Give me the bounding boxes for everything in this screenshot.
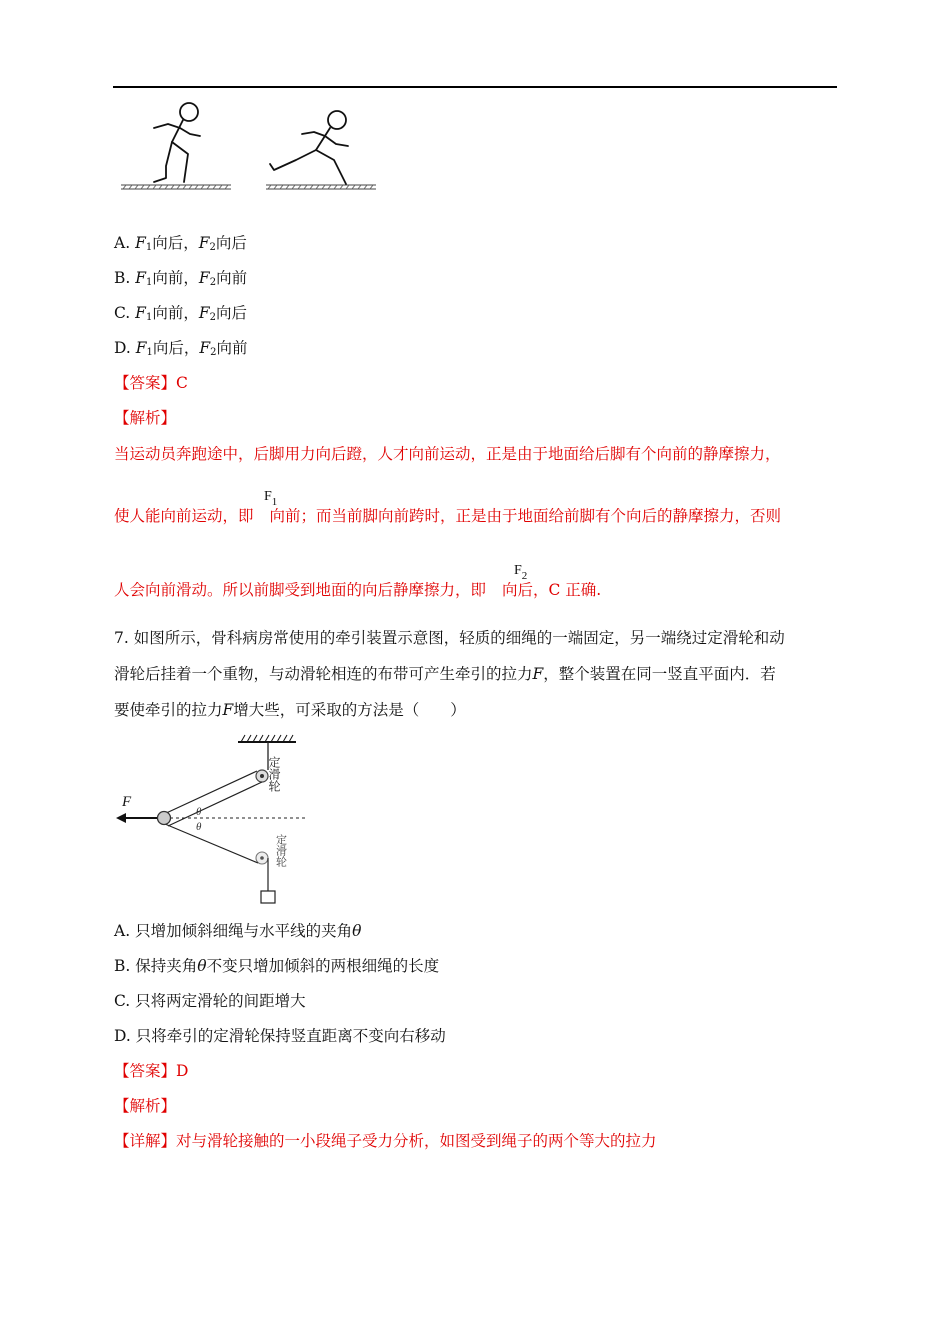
option-b: B. $F_1$向前，$F_2$向前 bbox=[114, 269, 248, 288]
q7-answer-line: 【答案】D bbox=[114, 1062, 189, 1080]
runner-left bbox=[154, 103, 200, 182]
analysis-line-1: 当运动员奔跑途中，后脚用力向后蹬，人才向前运动，正是由于地面给后脚有个向前的静摩擦力， bbox=[114, 445, 781, 463]
q7-option-d: D. 只将牵引的定滑轮保持竖直距离不变向右移动 bbox=[114, 1027, 446, 1045]
movable-pulley bbox=[158, 812, 171, 825]
q7-stem-line-3: 要使牵引的拉力F增大些，可采取的方法是（ ） bbox=[114, 701, 466, 719]
theta-label-upper: θ bbox=[196, 806, 202, 818]
slanted-ropes bbox=[162, 771, 262, 863]
analysis-line-2: 使人能向前运动，即 向前；而当前脚向前跨时，正是由于地面给前脚有个向后的静摩擦力，否则 bbox=[114, 507, 782, 525]
weight-block bbox=[261, 891, 275, 903]
q7-option-a: A. 只增加倾斜细绳与水平线的夹角θ bbox=[114, 922, 362, 940]
ground-right-hatch bbox=[268, 185, 373, 189]
theta-label-lower: θ bbox=[196, 821, 202, 833]
ceiling bbox=[238, 735, 296, 742]
upper-pulley-axle bbox=[260, 774, 264, 778]
option-c: C. $F_1$向前，$F_2$向后 bbox=[114, 304, 247, 323]
q7-option-c: C. 只将两定滑轮的间距增大 bbox=[114, 992, 306, 1010]
ground-left-hatch bbox=[123, 185, 228, 189]
f1-symbol: $F_1$ bbox=[264, 489, 278, 508]
option-a: A. $F_1$向后，$F_2$向后 bbox=[114, 234, 247, 253]
header-rule bbox=[113, 86, 837, 88]
runner-right bbox=[270, 111, 348, 184]
q7-stem-line-1: 7. 如图所示，骨科病房常使用的牵引装置示意图，轻质的细绳的一端固定，另一端绕过定滑轮和动 bbox=[114, 629, 785, 647]
traction-device-figure bbox=[110, 730, 310, 908]
force-arrow-head bbox=[116, 813, 126, 823]
upper-pulley-label: 定滑轮 bbox=[267, 756, 281, 792]
f2-symbol: $F_2$ bbox=[514, 563, 528, 582]
q7-option-b: B. 保持夹角θ不变只增加倾斜的两根细绳的长度 bbox=[114, 957, 440, 975]
force-label: F bbox=[122, 794, 132, 810]
lower-pulley-axle bbox=[260, 856, 264, 860]
runner-figure bbox=[118, 98, 380, 196]
q7-stem-line-2: 滑轮后挂着一个重物，与动滑轮相连的布带可产生牵引的拉力F，整个装置在同一竖直平面内．若 bbox=[114, 665, 776, 683]
q7-analysis-label: 【解析】 bbox=[114, 1097, 177, 1115]
lower-pulley-label: 定滑轮 bbox=[274, 834, 288, 867]
option-d: D. $F_1$向后，$F_2$向前 bbox=[114, 339, 248, 358]
answer-line: 【答案】C bbox=[114, 374, 188, 392]
q7-detail-line: 【详解】对与滑轮接触的一小段绳子受力分析，如图受到绳子的两个等大的拉力 bbox=[114, 1132, 657, 1150]
analysis-label: 【解析】 bbox=[114, 409, 177, 427]
analysis-line-3: 人会向前滑动。所以前脚受到地面的向后静摩擦力，即 向后，C 正确. bbox=[114, 581, 602, 599]
